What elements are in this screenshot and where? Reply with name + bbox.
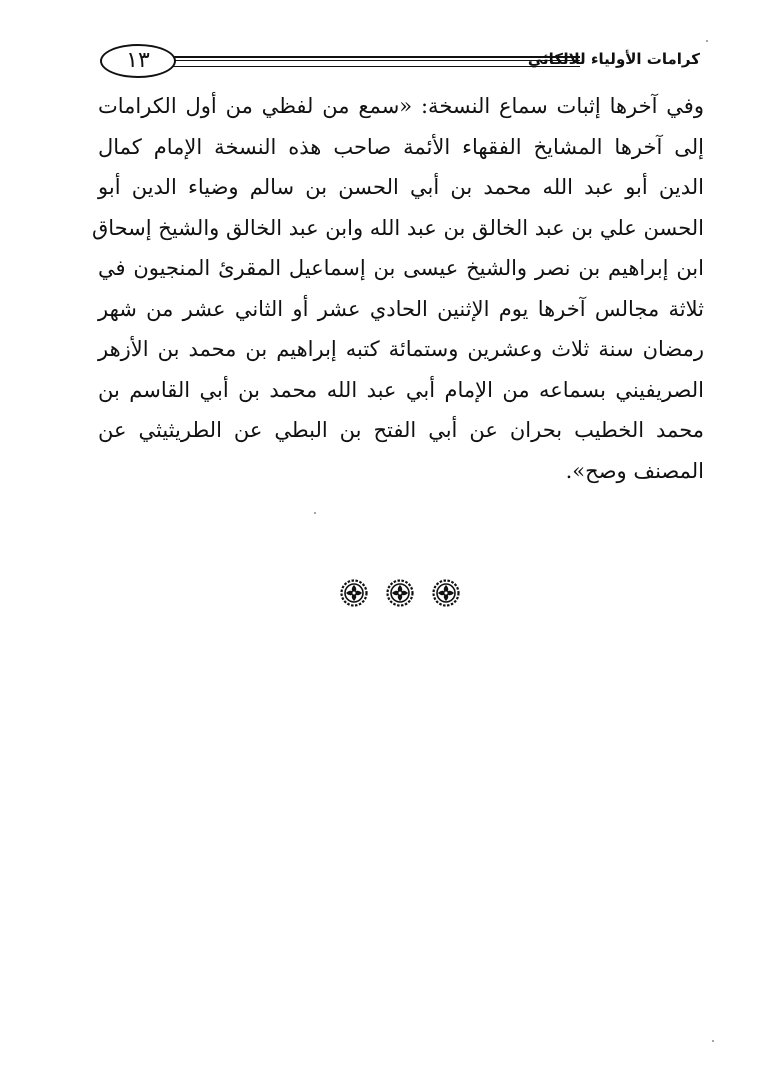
section-end-ornaments — [340, 578, 460, 608]
text-line: ابن إبراهيم بن نصر والشيخ عيسى بن إسماعيل المقرئ المنجيون في — [98, 256, 704, 280]
text-line: إلى آخرها المشايخ الفقهاء الأئمة صاحب هذه النسخة الإمام كمال — [98, 134, 704, 159]
header-rule — [170, 56, 580, 67]
page-header — [100, 44, 700, 80]
text-line: الدين أبو عبد الله محمد بن أبي الحسن بن سالم وضياء الدين أبو — [98, 175, 704, 199]
text-line: رمضان سنة ثلاث وعشرين وستمائة كتبه إبراهيم بن محمد بن الأزهر — [98, 337, 704, 361]
text-line: المصنف وصح». — [565, 458, 704, 483]
body-paragraph — [91, 86, 704, 491]
text-line: وفي آخرها إثبات سماع النسخة: «سمع من لفظي من أول الكرامات — [98, 94, 704, 118]
floral-rosette-icon — [340, 579, 368, 607]
floral-rosette-icon — [386, 579, 414, 607]
scan-speck — [314, 512, 316, 514]
floral-rosette-icon — [432, 579, 460, 607]
page-number: ١٣ — [126, 48, 150, 73]
scan-speck — [706, 40, 708, 42]
text-line: الصريفيني بسماعه من الإمام أبي عبد الله محمد بن أبي القاسم بن — [98, 377, 704, 402]
text-line: محمد الخطيب بحران عن أبي الفتح بن البطي عن الطريثيثي عن — [98, 418, 704, 442]
running-title: كرامات الأولياء للالكائي — [527, 50, 700, 68]
text-line: ثلاثة مجالس آخرها يوم الإثنين الحادي عشر أو الثاني عشر من شهر — [98, 296, 704, 321]
scan-speck — [712, 1040, 714, 1042]
page-number-oval — [100, 44, 176, 78]
text-line: الحسن علي بن عبد الخالق بن عبد الله وابن عبد الخالق والشيخ إسحاق — [91, 215, 704, 240]
